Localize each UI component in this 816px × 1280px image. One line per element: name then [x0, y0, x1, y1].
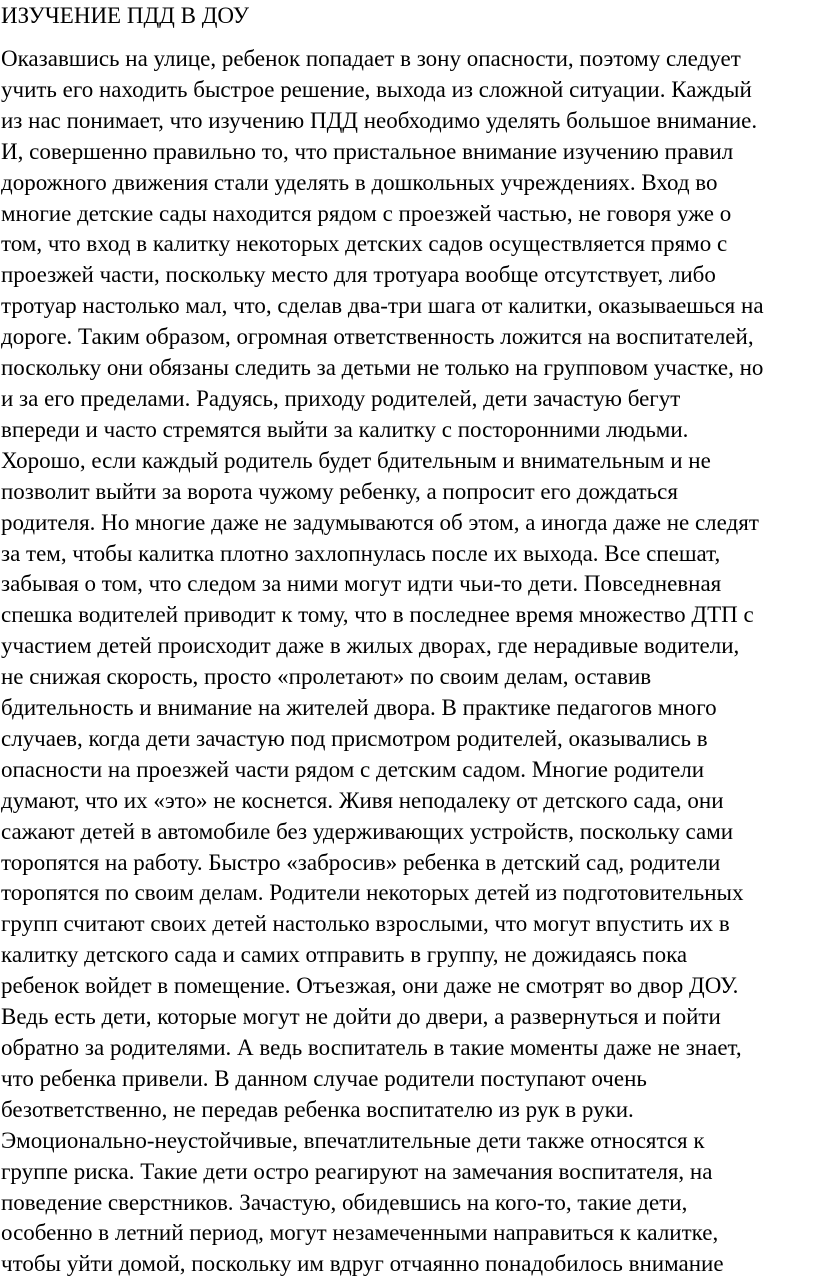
text-line: чтобы уйти домой, поскольку им вдруг отчаянно понадобилось внимание [1, 1251, 724, 1277]
text-line: безответственно, не передав ребенка воспитателю из рук в руки. [1, 1096, 634, 1122]
text-line: учить его находить быстрое решение, выхода из сложной ситуации. Каждый [1, 76, 752, 102]
text-line: и за его пределами. Радуясь, приходу родителей, дети зачастую бегут [1, 385, 681, 411]
text-line: опасности на проезжей части рядом с детским садом. Многие родители [1, 756, 705, 782]
text-line: групп считают своих детей настолько взрослыми, что могут впустить их в [1, 911, 730, 937]
text-line: спешка водителей приводит к тому, что в последнее время множество ДТП с [1, 602, 754, 628]
text-line: торопятся по своим делам. Родители некоторых детей из подготовительных [1, 880, 744, 906]
text-line: торопятся на работу. Быстро «забросив» ребенка в детский сад, родители [1, 849, 721, 875]
text-line: сажают детей в автомобиле без удерживающих устройств, поскольку сами [1, 818, 734, 844]
text-line: не снижая скорость, просто «пролетают» по своим делам, оставив [1, 664, 652, 690]
text-line: дороге. Таким образом, огромная ответственность ложится на воспитателей, [1, 324, 754, 350]
text-line: ребенок войдет в помещение. Отъезжая, они даже не смотрят во двор ДОУ. [1, 973, 739, 999]
text-line: проезжей части, поскольку место для тротуара вообще отсутствует, либо [1, 262, 716, 288]
text-line: Ведь есть дети, которые могут не дойти до двери, а развернуться и пойти [1, 1004, 721, 1030]
text-line: забывая о том, что следом за ними могут идти чьи-то дети. Повседневная [1, 571, 722, 597]
text-line: тротуар настолько мал, что, сделав два-три шага от калитки, оказываешься на [1, 293, 764, 319]
text-line: Эмоционально-неустойчивые, впечатлительные дети также относятся к [1, 1127, 705, 1153]
document-body [1, 44, 816, 1280]
text-line: Оказавшись на улице, ребенок попадает в зону опасности, поэтому следует [1, 46, 741, 71]
text-line: поведение сверстников. Зачастую, обидевшись на кого-то, такие дети, [1, 1189, 688, 1215]
text-line: калитку детского сада и самих отправить в группу, не дожидаясь пока [1, 942, 688, 968]
text-line: особенно в летний период, могут незамеченными направиться к калитке, [1, 1220, 719, 1246]
text-line: том, что вход в калитку некоторых детских садов осуществляется прямо с [1, 231, 728, 257]
text-line: обратно за родителями. А ведь воспитатель в такие моменты даже не знает, [1, 1035, 742, 1060]
text-line: Хорошо, если каждый родитель будет бдительным и внимательным и не [1, 447, 711, 473]
text-line: думают, что их «это» не коснется. Живя неподалеку от детского сада, они [1, 787, 724, 813]
text-line: поскольку они обязаны следить за детьми не только на групповом участке, но [1, 355, 764, 381]
text-line: дорожного движения стали уделять в дошкольных учреждениях. Вход во [1, 169, 718, 195]
text-line: за тем, чтобы калитка плотно захлопнулась после их выхода. Все спешат, [1, 540, 721, 566]
text-line: И, совершенно правильно то, что пристальное внимание изучению правил [1, 138, 734, 164]
text-line: впереди и часто стремятся выйти за калитку с посторонними людьми. [1, 416, 689, 442]
text-line: родителя. Но многие даже не задумываются об этом, а иногда даже не следят [1, 509, 759, 535]
text-line: из нас понимает, что изучению ПДД необходимо уделять большое внимание. [1, 107, 758, 133]
document-title: ИЗУЧЕНИЕ ПДД В ДОУ [1, 3, 249, 28]
text-line: случаев, когда дети зачастую под присмотром родителей, оказывались в [1, 725, 708, 751]
text-line: бдительность и внимание на жителей двора. В практике педагогов много [1, 695, 717, 721]
text-line: позволит выйти за ворота чужому ребенку, а попросит его дождаться [1, 478, 678, 504]
text-line: группе риска. Такие дети остро реагируют на замечания воспитателя, на [1, 1158, 713, 1184]
text-line: участием детей происходит даже в жилых дворах, где нерадивые водители, [1, 633, 740, 659]
text-line: что ребенка привели. В данном случае родители поступают очень [1, 1065, 647, 1091]
text-line: многие детские сады находится рядом с проезжей частью, не говоря уже о [1, 200, 732, 226]
